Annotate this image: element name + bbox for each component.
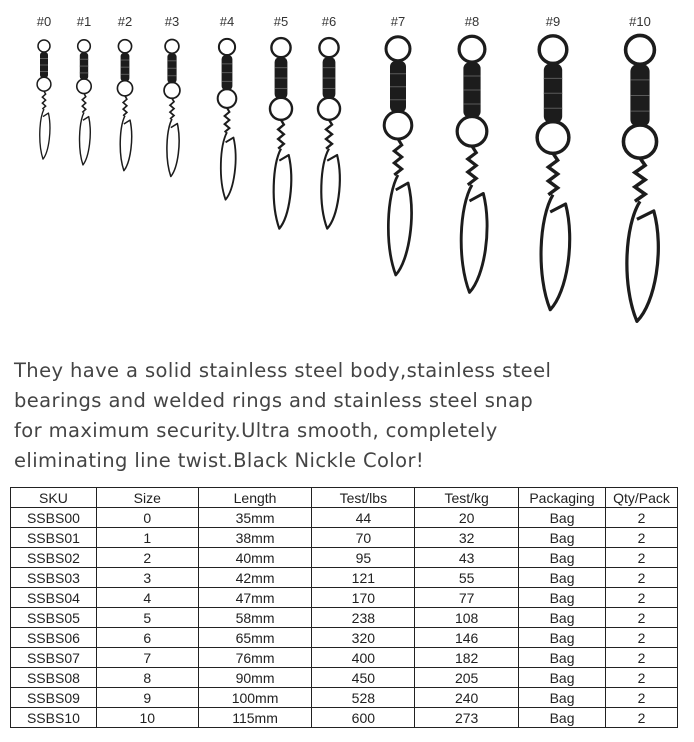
product-description <box>14 356 574 476</box>
description-line: They have a solid stainless steel body,stainless steel <box>14 359 552 382</box>
size-label-0: #0 <box>36 14 52 29</box>
cell-test-kg: 273 <box>415 708 519 728</box>
table-row <box>11 508 678 528</box>
cell-test-lbs: 170 <box>312 588 415 608</box>
cell-length: 35mm <box>198 508 312 528</box>
header-length: Length <box>198 488 312 508</box>
cell-test-kg: 146 <box>415 628 519 648</box>
cell-packaging: Bag <box>519 588 606 608</box>
cell-qty-pack: 2 <box>606 668 678 688</box>
cell-test-lbs: 121 <box>312 568 415 588</box>
table-row <box>11 628 678 648</box>
cell-sku: SSBS06 <box>11 628 97 648</box>
swivel-snap-4 <box>218 39 237 200</box>
cell-test-kg: 182 <box>415 648 519 668</box>
cell-size: 6 <box>96 628 198 648</box>
swivel-snap-3 <box>164 40 180 177</box>
cell-sku: SSBS10 <box>11 708 97 728</box>
size-label-6: #6 <box>321 14 337 29</box>
swivel-snap-7 <box>384 37 412 275</box>
cell-size: 8 <box>96 668 198 688</box>
table-row <box>11 648 678 668</box>
cell-sku: SSBS02 <box>11 548 97 568</box>
cell-length: 115mm <box>198 708 312 728</box>
table-row <box>11 688 678 708</box>
cell-test-lbs: 600 <box>312 708 415 728</box>
size-label-8: #8 <box>464 14 480 29</box>
size-label-5: #5 <box>273 14 289 29</box>
cell-test-kg: 32 <box>415 528 519 548</box>
swivel-snap-9 <box>537 36 570 310</box>
description-line: for maximum security.Ultra smooth, completely <box>14 419 498 442</box>
cell-test-lbs: 238 <box>312 608 415 628</box>
cell-size: 3 <box>96 568 198 588</box>
table-header-row <box>11 488 678 508</box>
cell-test-kg: 77 <box>415 588 519 608</box>
header-size: Size <box>96 488 198 508</box>
cell-sku: SSBS09 <box>11 688 97 708</box>
cell-qty-pack: 2 <box>606 648 678 668</box>
cell-packaging: Bag <box>519 668 606 688</box>
cell-qty-pack: 2 <box>606 568 678 588</box>
cell-qty-pack: 2 <box>606 708 678 728</box>
table-row <box>11 708 678 728</box>
table-row <box>11 588 678 608</box>
cell-test-lbs: 450 <box>312 668 415 688</box>
cell-length: 58mm <box>198 608 312 628</box>
cell-test-lbs: 70 <box>312 528 415 548</box>
cell-qty-pack: 2 <box>606 628 678 648</box>
cell-qty-pack: 2 <box>606 688 678 708</box>
size-label-9: #9 <box>545 14 561 29</box>
description-line: bearings and welded rings and stainless steel snap <box>14 389 534 412</box>
cell-test-kg: 20 <box>415 508 519 528</box>
cell-test-lbs: 400 <box>312 648 415 668</box>
swivel-snap-2 <box>117 40 132 171</box>
size-label-4: #4 <box>219 14 235 29</box>
table-row <box>11 608 678 628</box>
cell-length: 76mm <box>198 648 312 668</box>
size-label-2: #2 <box>117 14 133 29</box>
cell-test-kg: 55 <box>415 568 519 588</box>
cell-sku: SSBS07 <box>11 648 97 668</box>
cell-packaging: Bag <box>519 528 606 548</box>
cell-size: 2 <box>96 548 198 568</box>
cell-size: 5 <box>96 608 198 628</box>
cell-packaging: Bag <box>519 548 606 568</box>
cell-qty-pack: 2 <box>606 508 678 528</box>
size-label-7: #7 <box>390 14 406 29</box>
cell-size: 1 <box>96 528 198 548</box>
cell-test-kg: 108 <box>415 608 519 628</box>
cell-test-kg: 43 <box>415 548 519 568</box>
table-row <box>11 668 678 688</box>
cell-packaging: Bag <box>519 508 606 528</box>
swivel-snap-0 <box>37 40 51 159</box>
size-label-1: #1 <box>76 14 92 29</box>
cell-length: 65mm <box>198 628 312 648</box>
swivel-snap-1 <box>77 40 91 165</box>
header-packaging: Packaging <box>519 488 606 508</box>
cell-packaging: Bag <box>519 648 606 668</box>
spec-table <box>10 487 678 728</box>
cell-sku: SSBS00 <box>11 508 97 528</box>
cell-qty-pack: 2 <box>606 608 678 628</box>
cell-packaging: Bag <box>519 568 606 588</box>
swivel-snap-6 <box>318 38 340 229</box>
cell-size: 9 <box>96 688 198 708</box>
cell-sku: SSBS03 <box>11 568 97 588</box>
cell-qty-pack: 2 <box>606 548 678 568</box>
table-row <box>11 528 678 548</box>
cell-test-lbs: 320 <box>312 628 415 648</box>
cell-sku: SSBS05 <box>11 608 97 628</box>
cell-test-lbs: 95 <box>312 548 415 568</box>
swivel-snap-10 <box>623 35 658 321</box>
cell-length: 100mm <box>198 688 312 708</box>
cell-qty-pack: 2 <box>606 588 678 608</box>
size-label-3: #3 <box>164 14 180 29</box>
cell-test-lbs: 528 <box>312 688 415 708</box>
cell-length: 38mm <box>198 528 312 548</box>
cell-packaging: Bag <box>519 688 606 708</box>
cell-sku: SSBS01 <box>11 528 97 548</box>
cell-sku: SSBS04 <box>11 588 97 608</box>
table-row <box>11 568 678 588</box>
cell-qty-pack: 2 <box>606 528 678 548</box>
cell-sku: SSBS08 <box>11 668 97 688</box>
cell-size: 0 <box>96 508 198 528</box>
cell-size: 7 <box>96 648 198 668</box>
cell-packaging: Bag <box>519 708 606 728</box>
header-test-lbs: Test/lbs <box>312 488 415 508</box>
table-row <box>11 548 678 568</box>
cell-length: 90mm <box>198 668 312 688</box>
cell-test-lbs: 44 <box>312 508 415 528</box>
swivel-snap-8 <box>457 36 487 292</box>
header-sku: SKU <box>11 488 97 508</box>
header-qty-pack: Qty/Pack <box>606 488 678 508</box>
cell-length: 42mm <box>198 568 312 588</box>
header-test-kg: Test/kg <box>415 488 519 508</box>
cell-test-kg: 240 <box>415 688 519 708</box>
swivel-snap-5 <box>270 38 292 229</box>
size-label-10: #10 <box>629 14 651 29</box>
cell-size: 4 <box>96 588 198 608</box>
cell-length: 47mm <box>198 588 312 608</box>
cell-length: 40mm <box>198 548 312 568</box>
cell-packaging: Bag <box>519 608 606 628</box>
cell-packaging: Bag <box>519 628 606 648</box>
description-line: eliminating line twist.Black Nickle Color! <box>14 449 425 472</box>
cell-test-kg: 205 <box>415 668 519 688</box>
cell-size: 10 <box>96 708 198 728</box>
